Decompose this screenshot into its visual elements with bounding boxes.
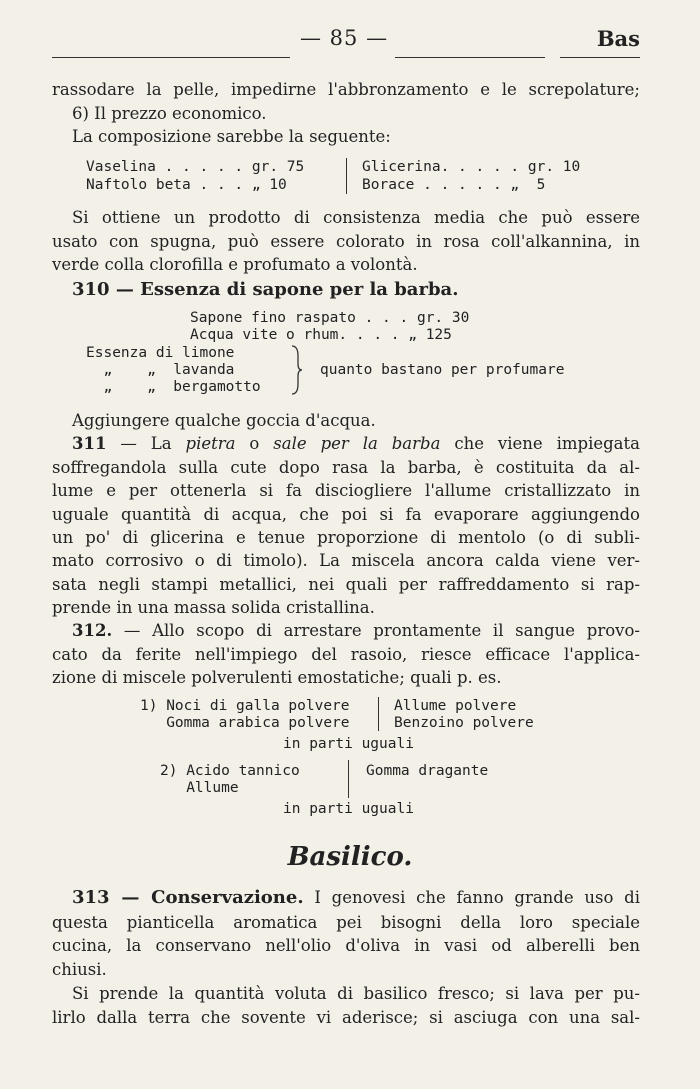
table-divider bbox=[378, 697, 379, 731]
table-cell: „ „ lavanda bbox=[86, 362, 235, 378]
table-cell: Allume bbox=[160, 780, 239, 796]
page-number: — 85 — bbox=[300, 26, 389, 50]
table-cell: 2) Acido tannico bbox=[160, 763, 300, 779]
text-line: 312. — Allo scopo di arrestare prontamente il sangue provo- bbox=[72, 621, 640, 640]
text-line: un po' di glicerina e tenue proporzione di mentolo (o di subli- bbox=[52, 528, 640, 547]
table-divider bbox=[348, 760, 349, 798]
table-cell: „ „ bergamotto bbox=[86, 379, 261, 395]
header-rule-mid bbox=[395, 57, 545, 58]
table-cell: Benzoino polvere bbox=[394, 715, 534, 731]
table-cell: quanto bastano per profumare bbox=[320, 362, 565, 378]
text-line: rassodare la pelle, impedirne l'abbronzamento e le screpolature; bbox=[52, 80, 640, 99]
text-line: Si ottiene un prodotto di consistenza media che può essere bbox=[72, 208, 640, 227]
table-cell: Borace . . . . . „ 5 bbox=[362, 177, 546, 193]
table-cell: Naftolo beta . . . „ 10 bbox=[86, 177, 287, 193]
table-cell: Gomma dragante bbox=[366, 763, 489, 779]
running-head: Bas bbox=[596, 26, 640, 51]
table-divider bbox=[346, 158, 347, 194]
paragraph-heading: 313 — Conservazione. bbox=[72, 887, 304, 908]
text-line: La composizione sarebbe la seguente: bbox=[72, 127, 391, 146]
paragraph-number: 312. bbox=[72, 621, 113, 640]
text-line: mato corrosivo o di timolo). La miscela ancora calda viene ver- bbox=[52, 551, 640, 570]
text-line: 311 — La pietra o sale per la barba che viene impiegata bbox=[72, 434, 640, 453]
text-line: zione di miscele polverulenti emostatiche; quali p. es. bbox=[52, 668, 502, 687]
text-line: lume e per ottenerla si fa disciogliere l'allume cristallizzato in bbox=[52, 481, 640, 500]
header-rule-right bbox=[560, 57, 640, 58]
page-header bbox=[0, 24, 700, 54]
table-cell: in parti uguali bbox=[283, 736, 414, 752]
table-cell: Sapone fino raspato . . . gr. 30 bbox=[190, 310, 470, 326]
table-cell: Allume polvere bbox=[394, 698, 517, 714]
paragraph-number: 311 bbox=[72, 434, 107, 453]
text-line: uguale quantità di acqua, che poi si fa evaporare aggiungendo bbox=[52, 505, 640, 524]
text-line: verde colla clorofilla e profumato a volontà. bbox=[52, 255, 418, 274]
text-line: lirlo dalla terra che sovente vi aderisce; si asciuga con una sal- bbox=[52, 1008, 640, 1027]
table-cell: Vaselina . . . . . gr. 75 bbox=[86, 159, 305, 175]
text-line: questa pianticella aromatica pei bisogni della loro speciale bbox=[52, 913, 640, 932]
table-cell: Acqua vite o rhum. . . . „ 125 bbox=[190, 327, 452, 343]
table-cell: Essenza di limone bbox=[86, 345, 235, 361]
text-line: sata negli stampi metallici, nei quali per raffreddamento si rap- bbox=[52, 575, 640, 594]
table-cell: Glicerina. . . . . gr. 10 bbox=[362, 159, 581, 175]
text-line: usato con spugna, può essere colorato in rosa coll'alkannina, in bbox=[52, 232, 640, 251]
text-line: cucina, la conservano nell'olio d'oliva in vasi od alberelli ben bbox=[52, 936, 640, 955]
text-line: prende in una massa solida cristallina. bbox=[52, 598, 375, 617]
table-cell: 1) Noci di galla polvere bbox=[140, 698, 350, 714]
text-line: 313 — Conservazione. I genovesi che fanno grande uso di bbox=[72, 887, 640, 908]
section-heading-310: 310 — Essenza di sapone per la barba. bbox=[72, 279, 459, 300]
text-line: cato da ferite nell'impiego del rasoio, riesce efficace l'applica- bbox=[52, 645, 640, 664]
text-line: Aggiungere qualche goccia d'acqua. bbox=[72, 411, 376, 430]
text-line: chiusi. bbox=[52, 960, 107, 979]
table-cell: Gomma arabica polvere bbox=[140, 715, 350, 731]
text-line: 6) Il prezzo economico. bbox=[72, 104, 267, 123]
brace-icon bbox=[290, 344, 304, 396]
text-line: Si prende la quantità voluta di basilico fresco; si lava per pu- bbox=[72, 984, 640, 1003]
table-cell: in parti uguali bbox=[283, 801, 414, 817]
header-rule-left bbox=[52, 57, 290, 58]
section-title: Basilico. bbox=[287, 842, 413, 872]
text-line: soffregandola sulla cute dopo rasa la barba, è costituita da al- bbox=[52, 458, 640, 477]
